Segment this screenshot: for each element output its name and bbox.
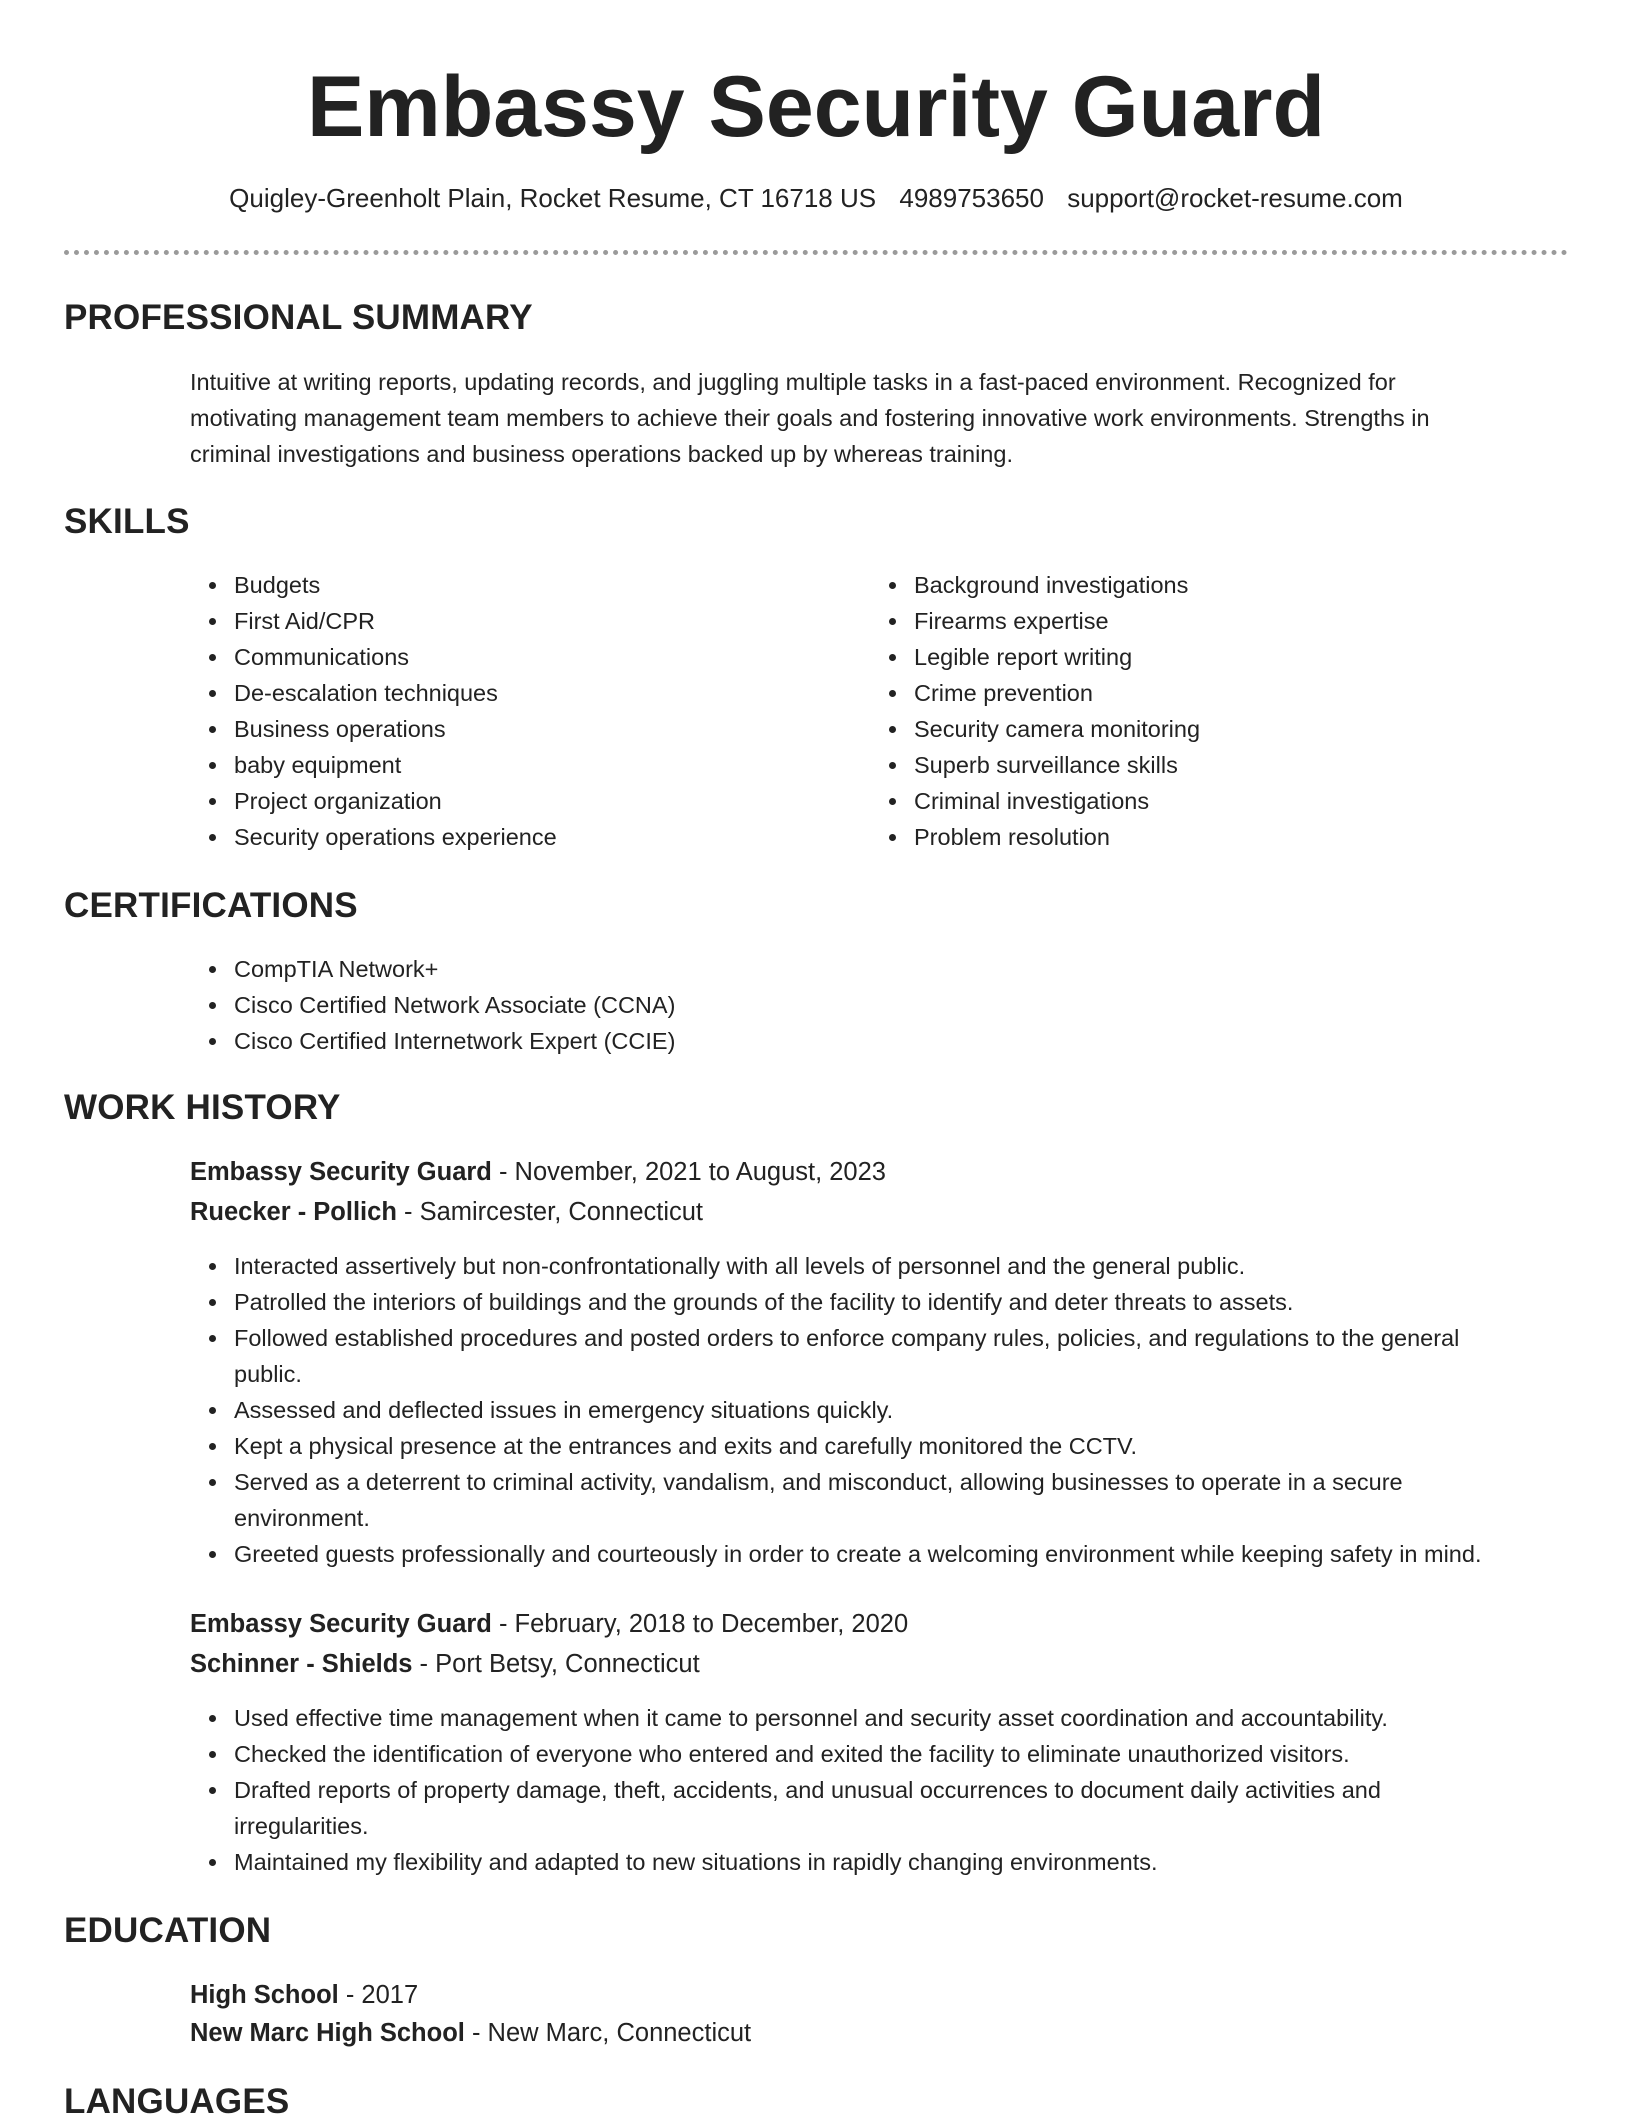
education-degree-line bbox=[190, 1976, 418, 2014]
languages-heading: LANGUAGES bbox=[64, 2082, 290, 2121]
skill-item: Security operations experience bbox=[234, 819, 854, 855]
skill-item: Superb surveillance skills bbox=[914, 747, 1534, 783]
job-duty-line: Followed established procedures and posted orders to enforce company rules, policies, and regulations to the general bbox=[234, 1325, 1460, 1351]
job-duty bbox=[234, 1772, 1614, 1844]
job-duty-line: Maintained my flexibility and adapted to new situations in rapidly changing environments. bbox=[234, 1849, 1158, 1875]
job-duty-line: Checked the identification of everyone who entered and exited the facility to eliminate unauthorized visitors. bbox=[234, 1741, 1350, 1767]
job-duty bbox=[234, 1284, 1614, 1320]
job-title-line bbox=[190, 1605, 908, 1643]
contact-address: Quigley-Greenholt Plain, Rocket Resume, CT 16718 US bbox=[229, 183, 877, 213]
job-duty-line: Greeted guests professionally and courteously in order to create a welcoming environment while keeping safety in mind. bbox=[234, 1541, 1482, 1567]
skills-list-left bbox=[190, 567, 854, 855]
certifications-heading: CERTIFICATIONS bbox=[64, 886, 358, 925]
job-duty bbox=[234, 1464, 1614, 1536]
job-role: Embassy Security Guard bbox=[190, 1158, 492, 1186]
job-duty-line: Used effective time management when it came to personnel and security asset coordination and accountability. bbox=[234, 1705, 1388, 1731]
skill-item: De-escalation techniques bbox=[234, 675, 854, 711]
certification-item: Cisco Certified Network Associate (CCNA) bbox=[234, 987, 1534, 1023]
skill-item: Project organization bbox=[234, 783, 854, 819]
job-title-line bbox=[190, 1153, 886, 1191]
skill-item: Communications bbox=[234, 639, 854, 675]
education-location: - New Marc, Connecticut bbox=[464, 2019, 752, 2047]
header-divider bbox=[64, 250, 1568, 255]
job-company: Ruecker - Pollich bbox=[190, 1198, 397, 1226]
job-duties-list bbox=[190, 1248, 1614, 1572]
job-role: Embassy Security Guard bbox=[190, 1610, 492, 1638]
job-duty-line: Assessed and deflected issues in emergency situations quickly. bbox=[234, 1397, 894, 1423]
education-heading: EDUCATION bbox=[64, 1911, 272, 1950]
skill-item: First Aid/CPR bbox=[234, 603, 854, 639]
skills-heading: SKILLS bbox=[64, 502, 190, 541]
job-duty bbox=[234, 1736, 1614, 1772]
summary-line: criminal investigations and business operations backed up by whereas training. bbox=[190, 441, 1013, 467]
skill-item: baby equipment bbox=[234, 747, 854, 783]
job-location: - Port Betsy, Connecticut bbox=[412, 1650, 700, 1678]
education-school-line bbox=[190, 2014, 751, 2052]
skill-item: Problem resolution bbox=[914, 819, 1534, 855]
job-duty-line: Drafted reports of property damage, theft, accidents, and unusual occurrences to document daily activities and bbox=[234, 1777, 1381, 1803]
job-company: Schinner - Shields bbox=[190, 1650, 413, 1678]
education-school: New Marc High School bbox=[190, 2019, 465, 2047]
job-duty bbox=[234, 1248, 1614, 1284]
education-degree: High School bbox=[190, 1981, 339, 2009]
job-location: - Samircester, Connecticut bbox=[396, 1198, 704, 1226]
job-duty-line: Kept a physical presence at the entrances and exits and carefully monitored the CCTV. bbox=[234, 1433, 1138, 1459]
job-company-line bbox=[190, 1645, 700, 1683]
job-dates: - February, 2018 to December, 2020 bbox=[491, 1610, 909, 1638]
contact-line bbox=[0, 178, 1632, 218]
certification-item: Cisco Certified Internetwork Expert (CCIE) bbox=[234, 1023, 1534, 1059]
job-duty bbox=[234, 1844, 1614, 1880]
job-company-line bbox=[190, 1193, 703, 1231]
job-duty bbox=[234, 1536, 1614, 1572]
job-duty-line: environment. bbox=[234, 1505, 370, 1531]
certification-item: CompTIA Network+ bbox=[234, 951, 1534, 987]
skill-item: Business operations bbox=[234, 711, 854, 747]
skill-item: Legible report writing bbox=[914, 639, 1534, 675]
work-history-heading: WORK HISTORY bbox=[64, 1088, 341, 1127]
skill-item: Firearms expertise bbox=[914, 603, 1534, 639]
job-dates: - November, 2021 to August, 2023 bbox=[491, 1158, 886, 1186]
summary-line: Intuitive at writing reports, updating records, and juggling multiple tasks in a fast-paced environment. Recognized for bbox=[190, 369, 1396, 395]
job-duty bbox=[234, 1428, 1614, 1464]
contact-email: support@rocket-resume.com bbox=[1067, 183, 1403, 213]
skill-item: Crime prevention bbox=[914, 675, 1534, 711]
job-duty-line: irregularities. bbox=[234, 1813, 369, 1839]
summary-text bbox=[190, 364, 1560, 472]
education-year: - 2017 bbox=[338, 1981, 419, 2009]
job-duty bbox=[234, 1392, 1614, 1428]
job-duty bbox=[234, 1700, 1614, 1736]
skills-list-right bbox=[870, 567, 1534, 855]
job-duty bbox=[234, 1320, 1614, 1392]
skill-item: Security camera monitoring bbox=[914, 711, 1534, 747]
job-duty-line: public. bbox=[234, 1361, 302, 1387]
candidate-name: Embassy Security Guard bbox=[306, 59, 1326, 155]
skill-item: Background investigations bbox=[914, 567, 1534, 603]
skill-item: Budgets bbox=[234, 567, 854, 603]
job-duties-list bbox=[190, 1700, 1614, 1880]
job-duty-line: Served as a deterrent to criminal activity, vandalism, and misconduct, allowing businesses to operate in a secure bbox=[234, 1469, 1403, 1495]
summary-heading: PROFESSIONAL SUMMARY bbox=[64, 298, 533, 337]
contact-phone: 4989753650 bbox=[899, 183, 1044, 213]
summary-line: motivating management team members to achieve their goals and fostering innovative work environments. Strengths in bbox=[190, 405, 1430, 431]
job-duty-line: Interacted assertively but non-confrontationally with all levels of personnel and the general public. bbox=[234, 1253, 1246, 1279]
certifications-list bbox=[190, 951, 1534, 1059]
job-duty-line: Patrolled the interiors of buildings and the grounds of the facility to identify and deter threats to assets. bbox=[234, 1289, 1294, 1315]
skill-item: Criminal investigations bbox=[914, 783, 1534, 819]
